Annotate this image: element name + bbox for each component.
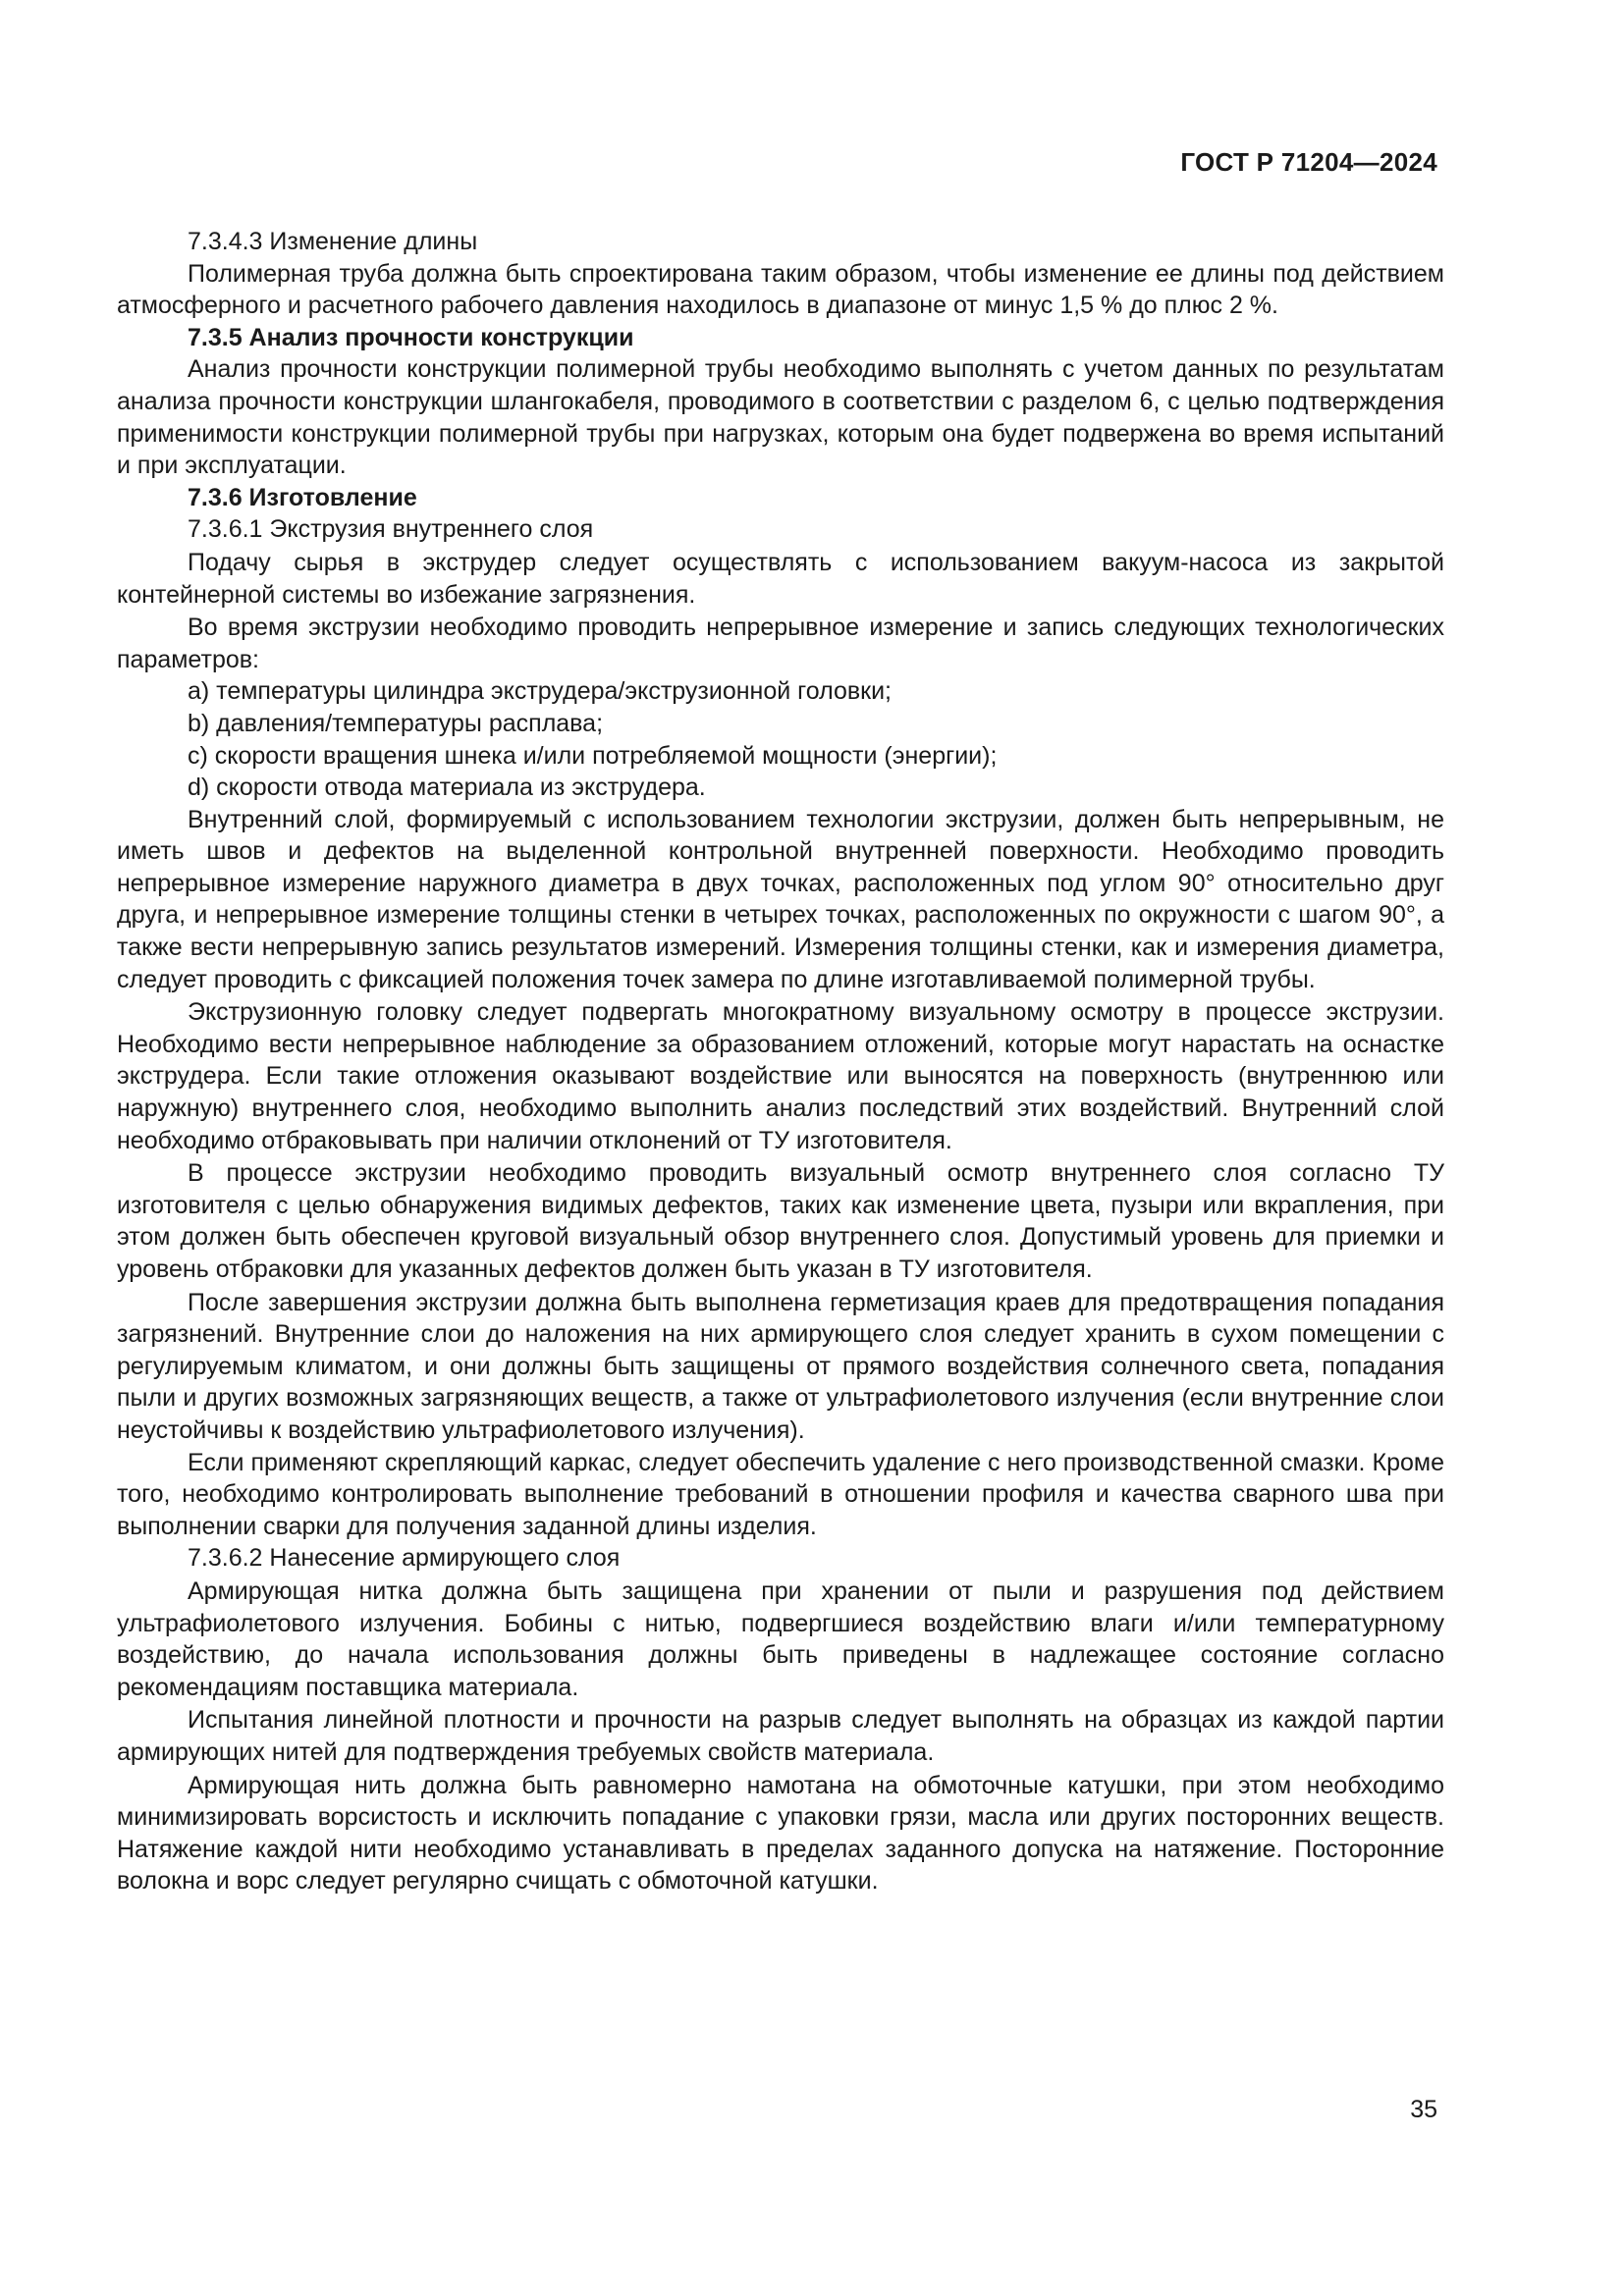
paragraph: После завершения экструзии должна быть выполнена герметизация краев для предотвращения попадания загрязнений. Внутренние слои до наложения на них армирующего слоя следует хранить в сухом помещении с регулируемым климатом, и они должны быть защищены от прямого воздействия солнечного света, попадания пыли и других возможных загрязняющих веществ, а также от ультрафиолетового излучения (если внутренние слои неустойчивы к воздействию ультрафиолетового излучения). [117,1288,1444,1444]
paragraph: Испытания линейной плотности и прочности на разрыв следует выполнять на образцах из каждой партии армирующих нитей для подтверждения требуемых свойств материала. [117,1706,1444,1766]
paragraph: Экструзионную головку следует подвергать многократному визуальному осмотру в процессе экструзии. Необходимо вести непрерывное наблюдение за образованием отложений, которые могут нарастать на оснастке экструдера. Если такие отложения оказывают воздействие или выносятся на поверхность (внутреннюю или наружную) внутреннего слоя, необходимо выполнить анализ последствий этих воздействий. Внутренний слой необходимо отбраковывать при наличии отклонений от ТУ изготовителя. [117,998,1444,1154]
list-item-d: d) скорости отвода материала из экструдера. [188,774,706,802]
paragraph: Анализ прочности конструкции полимерной трубы необходимо выполнять с учетом данных по результатам анализа прочности конструкции шлангокабеля, проводимого в соответствии с разделом 6, с целью подтверждения применимости конструкции полимерной трубы при нагрузках, которым она будет подвержена во время испытаний и при эксплуатации. [117,355,1444,480]
document-body [117,226,1444,1897]
paragraph: В процессе экструзии необходимо проводить визуальный осмотр внутреннего слоя согласно ТУ изготовителя с целью обнаружения видимых дефектов, таких как изменение цвета, пузыри или вкрапления, при этом должен быть обеспечен круговой визуальный обзор внутреннего слоя. Допустимый уровень для приемки и уровень отбраковки для указанных дефектов должен быть указан в ТУ изготовителя. [117,1159,1444,1283]
section-heading-7-3-6: 7.3.6 Изготовление [188,483,417,511]
paragraph: Внутренний слой, формируемый с использованием технологии экструзии, должен быть непрерывным, не иметь швов и дефектов на выделенной контрольной внутренней поверхности. Необходимо проводить непрерывное измерение наружного диаметра в двух точках, расположенных под углом 90° относительно друг друга, и непрерывное измерение толщины стенки в четырех точках, расположенных по окружности с шагом 90°, а также вести непрерывную запись результатов измерений. Измерения толщины стенки, как и измерения диаметра, следует проводить с фиксацией положения точек замера по длине изготавливаемой полимерной трубы. [117,805,1444,993]
page-number: 35 [1410,2096,1437,2123]
paragraph: Во время экструзии необходимо проводить непрерывное измерение и запись следующих технологических параметров: [117,614,1444,673]
paragraph: Если применяют скрепляющий каркас, следует обеспечить удаление с него производственной смазки. Кроме того, необходимо контролировать выполнение требований в отношении профиля и качества сварного шва при выполнении сварки для получения заданной длины изделия. [117,1448,1444,1540]
list-item-c: c) скорости вращения шнека и/или потребляемой мощности (энергии); [188,741,998,770]
section-title-7-3-6-2: 7.3.6.2 Нанесение армирующего слоя [188,1544,621,1573]
paragraph: Армирующая нить должна быть равномерно намотана на обмоточные катушки, при этом необходимо минимизировать ворсистость и исключить попадание с упаковки грязи, масла или других посторонних веществ. Натяжение каждой нити необходимо устанавливать в пределах заданного допуска на натяжение. Посторонние волокна и ворс следует регулярно счищать с обмоточной катушки. [117,1771,1444,1896]
section-heading-7-3-5: 7.3.5 Анализ прочности конструкции [188,323,634,351]
paragraph: Подачу сырья в экструдер следует осуществлять с использованием вакуум-насоса из закрытой контейнерной системы во избежание загрязнения. [117,548,1444,609]
list-item-a: а) температуры цилиндра экструдера/экструзионной головки; [188,677,892,706]
paragraph: Армирующая нитка должна быть защищена при хранении от пыли и разрушения под действием ультрафиолетового излучения. Бобины с нитью, подвергшиеся воздействию влаги и/или температурному воздействию, до начала использования должны быть приведены в надлежащее состояние согласно рекомендациям поставщика материала. [117,1576,1444,1701]
section-title-7-3-6-1: 7.3.6.1 Экструзия внутреннего слоя [188,515,594,544]
paragraph: Полимерная труба должна быть спроектирована таким образом, чтобы изменение ее длины под действием атмосферного и расчетного рабочего давления находилось в диапазоне от минус 1,5 % до плюс 2 %. [117,259,1444,320]
list-item-b: b) давления/температуры расплава; [188,709,604,737]
document-header-id: ГОСТ Р 71204—2024 [1180,147,1437,177]
section-title-7-3-4-3: 7.3.4.3 Изменение длины [188,228,478,255]
